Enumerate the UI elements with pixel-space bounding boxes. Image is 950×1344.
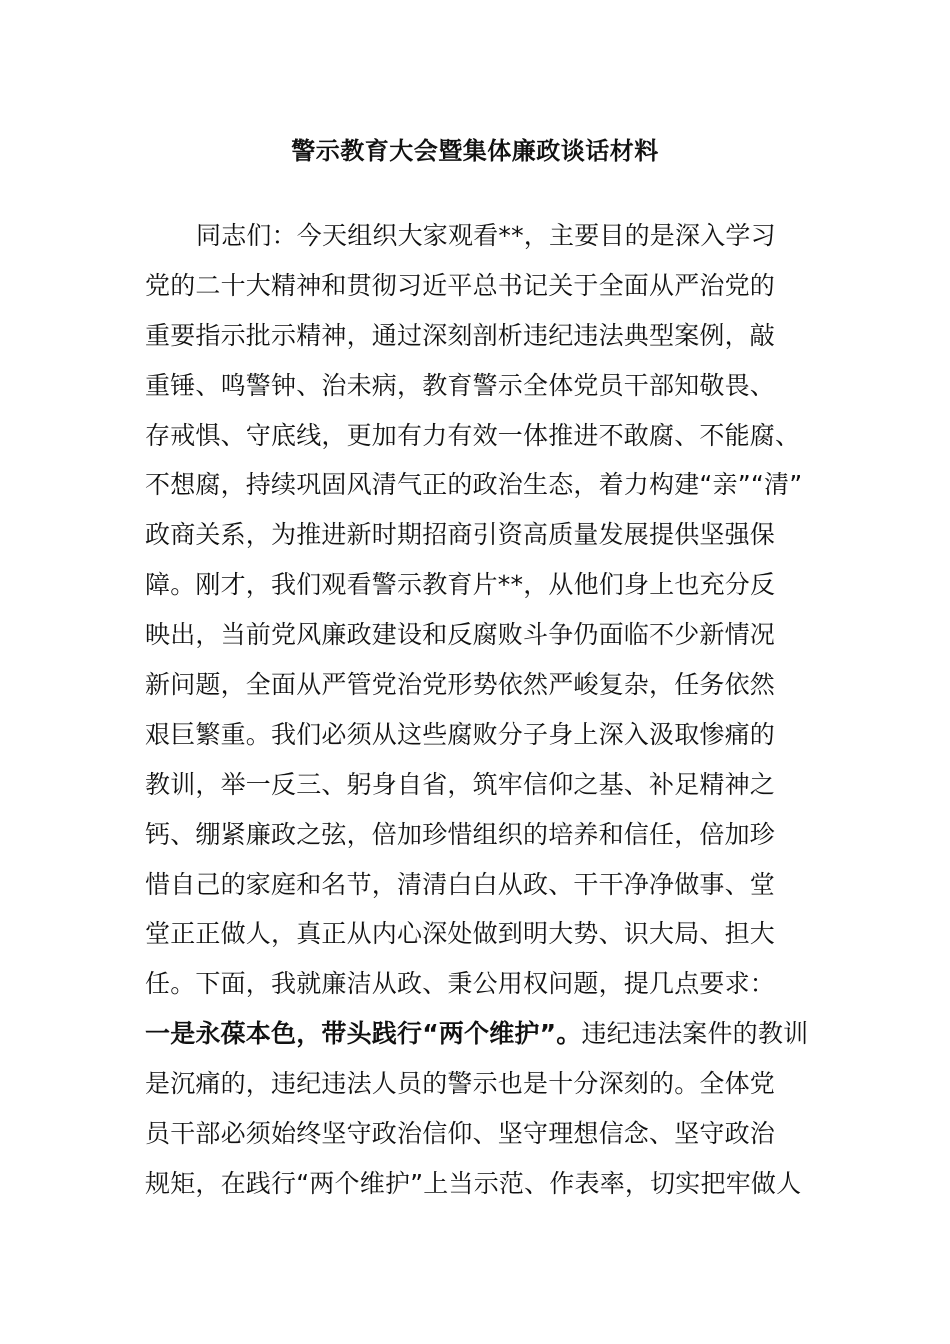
- paragraph-line: 不想腐，持续巩固风清气正的政治生态，着力构建“亲”“清”: [145, 470, 803, 500]
- paragraph-line: 员干部必须始终坚守政治信仰、坚守理想信念、坚守政治: [145, 1119, 776, 1149]
- section-heading-tail: 违纪违法案件的教训: [581, 1019, 809, 1049]
- paragraph-line: 重要指示批示精神，通过深刻剖析违纪违法典型案例，敲: [145, 320, 776, 350]
- paragraph-line: 教训，举一反三、躬身自省，筑牢信仰之基、补足精神之: [145, 769, 776, 799]
- paragraph-line: 同志们：今天组织大家观看**，主要目的是深入学习: [196, 221, 776, 250]
- paragraph-line: 艰巨繁重。我们必须从这些腐败分子身上深入汲取惨痛的: [145, 719, 776, 749]
- paragraph-line: 任。下面，我就廉洁从政、秉公用权问题，提几点要求：: [145, 969, 776, 999]
- section-heading: 一是永葆本色，带头践行“两个维护”。: [145, 1019, 582, 1049]
- paragraph-line: 重锤、鸣警钟、治未病，教育警示全体党员干部知敬畏、: [145, 370, 776, 400]
- paragraph-line: 惜自己的家庭和名节，清清白白从政、干干净净做事、堂: [145, 869, 776, 899]
- paragraph-line: 障。刚才，我们观看警示教育片**，从他们身上也充分反: [145, 570, 776, 600]
- section-heading-line: [145, 1016, 809, 1066]
- paragraph-line: 政商关系，为推进新时期招商引资高质量发展提供坚强保: [145, 520, 776, 550]
- paragraph-line: 钙、绷紧廉政之弦，倍加珍惜组织的培养和信任，倍加珍: [145, 819, 776, 849]
- paragraph-line: 堂正正做人，真正从内心深处做到明大势、识大局、担大: [145, 919, 776, 949]
- document-body: [145, 218, 809, 1216]
- document-title: 警示教育大会暨集体廉政谈话材料: [291, 137, 659, 165]
- paragraph-line: 新问题，全面从严管党治党形势依然严峻复杂，任务依然: [145, 670, 776, 700]
- paragraph-line: 映出，当前党风廉政建设和反腐败斗争仍面临不少新情况: [145, 620, 776, 650]
- paragraph-line: 党的二十大精神和贯彻习近平总书记关于全面从严治党的: [145, 270, 776, 300]
- paragraph-line: 存戒惧、守底线，更加有力有效一体推进不敢腐、不能腐、: [145, 420, 801, 450]
- paragraph-line: 是沉痛的，违纪违法人员的警示也是十分深刻的。全体党: [145, 1069, 776, 1099]
- paragraph-line: 规矩，在践行“两个维护”上当示范、作表率，切实把牢做人: [145, 1168, 802, 1198]
